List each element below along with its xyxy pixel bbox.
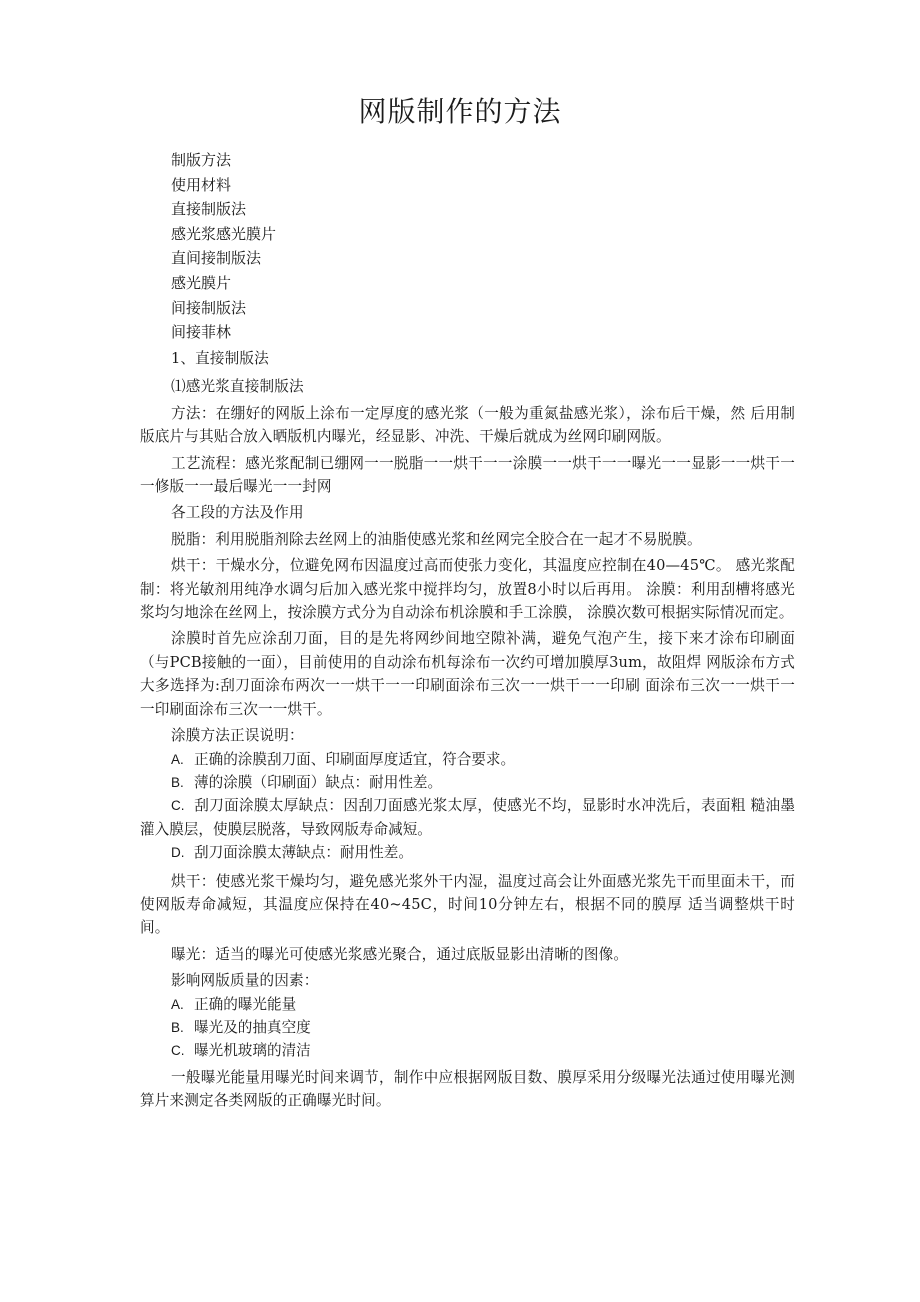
list-marker: C. [171, 798, 185, 814]
list-marker: A. [171, 751, 184, 767]
stages-heading: 各工段的方法及作用 [171, 504, 304, 522]
list-marker: A. [171, 996, 184, 1012]
list-item-text: 正确的曝光能量 [194, 995, 297, 1013]
list-item-text: 曝光机玻璃的清洁 [194, 1042, 311, 1060]
contents-item: 感光浆感光膜片 [171, 224, 277, 243]
drying-paragraph-2: 烘干：使感光浆干燥均匀，避免感光浆外干内湿，温度过高会让外面感光浆先干而里面未干，而使网版寿命减短，其温度应保持在40~45C，时间10分钟左右，根据不同的膜厚 适当调整烘干时间。 [140, 872, 795, 937]
list-marker: D. [171, 845, 185, 861]
coating-note-item [140, 794, 795, 841]
factor-item [140, 993, 795, 1016]
factor-item [140, 1039, 795, 1062]
factor-item [140, 1016, 795, 1039]
coating-note-item [140, 748, 795, 771]
document-body [140, 347, 795, 1113]
closing-paragraph: 一般曝光能量用曝光时间来调节，制作中应根据网版目数、膜厚采用分级曝光法通过使用曝光测算片来测定各类网版的正确曝光时间。 [140, 1068, 795, 1110]
coating-notes-heading: 涂膜方法正误说明： [171, 727, 304, 745]
contents-item: 直间接制版法 [171, 249, 262, 268]
contents-item: 制版方法 [171, 151, 232, 169]
coating-paragraph: 涂膜时首先应涂刮刀面，目的是先将网纱间地空隙补满，避免气泡产生，接下来才涂布印刷面（与PCB接触的一面），目前使用的自动涂布机每涂布一次约可增加膜厚3um，故阻焊 网版涂布方式大多选择为:刮刀面涂布两次一一烘干一一印刷面涂布三次一一烘干一一印刷 面涂布三次一一烘干一一印刷面涂布三次一一烘干。 [140, 630, 795, 718]
section-heading: 1、直接制版法 [171, 350, 269, 367]
process-paragraph: 工艺流程：感光浆配制已绷网一一脱脂一一烘干一一涂膜一一烘干一一曝光一一显影一一烘干一一修版一一最后曝光一一封网 [140, 454, 795, 496]
subsection-heading: ⑴感光浆直接制版法 [171, 378, 304, 396]
contents-list [171, 148, 276, 345]
contents-item: 感光膜片 [171, 273, 232, 292]
coating-note-item [140, 841, 795, 864]
factors-heading: 影响网版质量的因素： [171, 972, 319, 990]
list-item-text: 薄的涂膜（印刷面）缺点：耐用性差。 [194, 773, 443, 791]
list-marker: B. [171, 1019, 184, 1035]
degrease-paragraph: 脱脂：利用脱脂剂除去丝网上的油脂使感光浆和丝网完全胶合在一起才不易脱膜。 [171, 530, 702, 548]
contents-item: 直接制版法 [171, 200, 247, 219]
exposure-paragraph: 曝光：适当的曝光可使感光浆感光聚合，通过底版显影出清晰的图像。 [171, 945, 629, 963]
contents-item: 间接菲林 [171, 323, 232, 342]
list-item-text: 正确的涂膜刮刀面、印刷面厚度适宜，符合要求。 [194, 750, 516, 768]
list-marker: C. [171, 1043, 185, 1059]
contents-item: 间接制版法 [171, 298, 247, 317]
contents-item: 使用材料 [171, 175, 232, 194]
drying-paragraph: 烘干：干燥水分，位避免网布因温度过高而使张力变化，其温度应控制在40—45℃。 感光浆配制：将光敏剂用纯净水调匀后加入感光浆中搅拌均匀，放置8小时以后再用。 涂膜：利用刮槽将感光浆均匀地涂在丝网上，按涂膜方式分为自动涂布机涂膜和手工涂膜， 涂膜次数可根据实际情况而定。 [140, 557, 795, 622]
list-item-text: 刮刀面涂膜太薄缺点：耐用性差。 [194, 844, 413, 862]
document-title: 网版制作的方法 [358, 95, 562, 128]
coating-note-item [140, 771, 795, 794]
method-paragraph: 方法：在绷好的网版上涂布一定厚度的感光浆（一般为重氮盐感光浆），涂布后干燥，然 后用制版底片与其贴合放入晒版机内曝光，经显影、冲洗、干燥后就成为丝网印刷网版。 [140, 404, 795, 446]
list-item-text: 曝光及的抽真空度 [194, 1018, 311, 1036]
list-item-text: 刮刀面涂膜太厚缺点：因刮刀面感光浆太厚，使感光不均，显影时水冲洗后，表面粗 糙油墨灌入膜层，使膜层脱落，导致网版寿命减短。 [140, 797, 795, 838]
list-marker: B. [171, 774, 184, 790]
